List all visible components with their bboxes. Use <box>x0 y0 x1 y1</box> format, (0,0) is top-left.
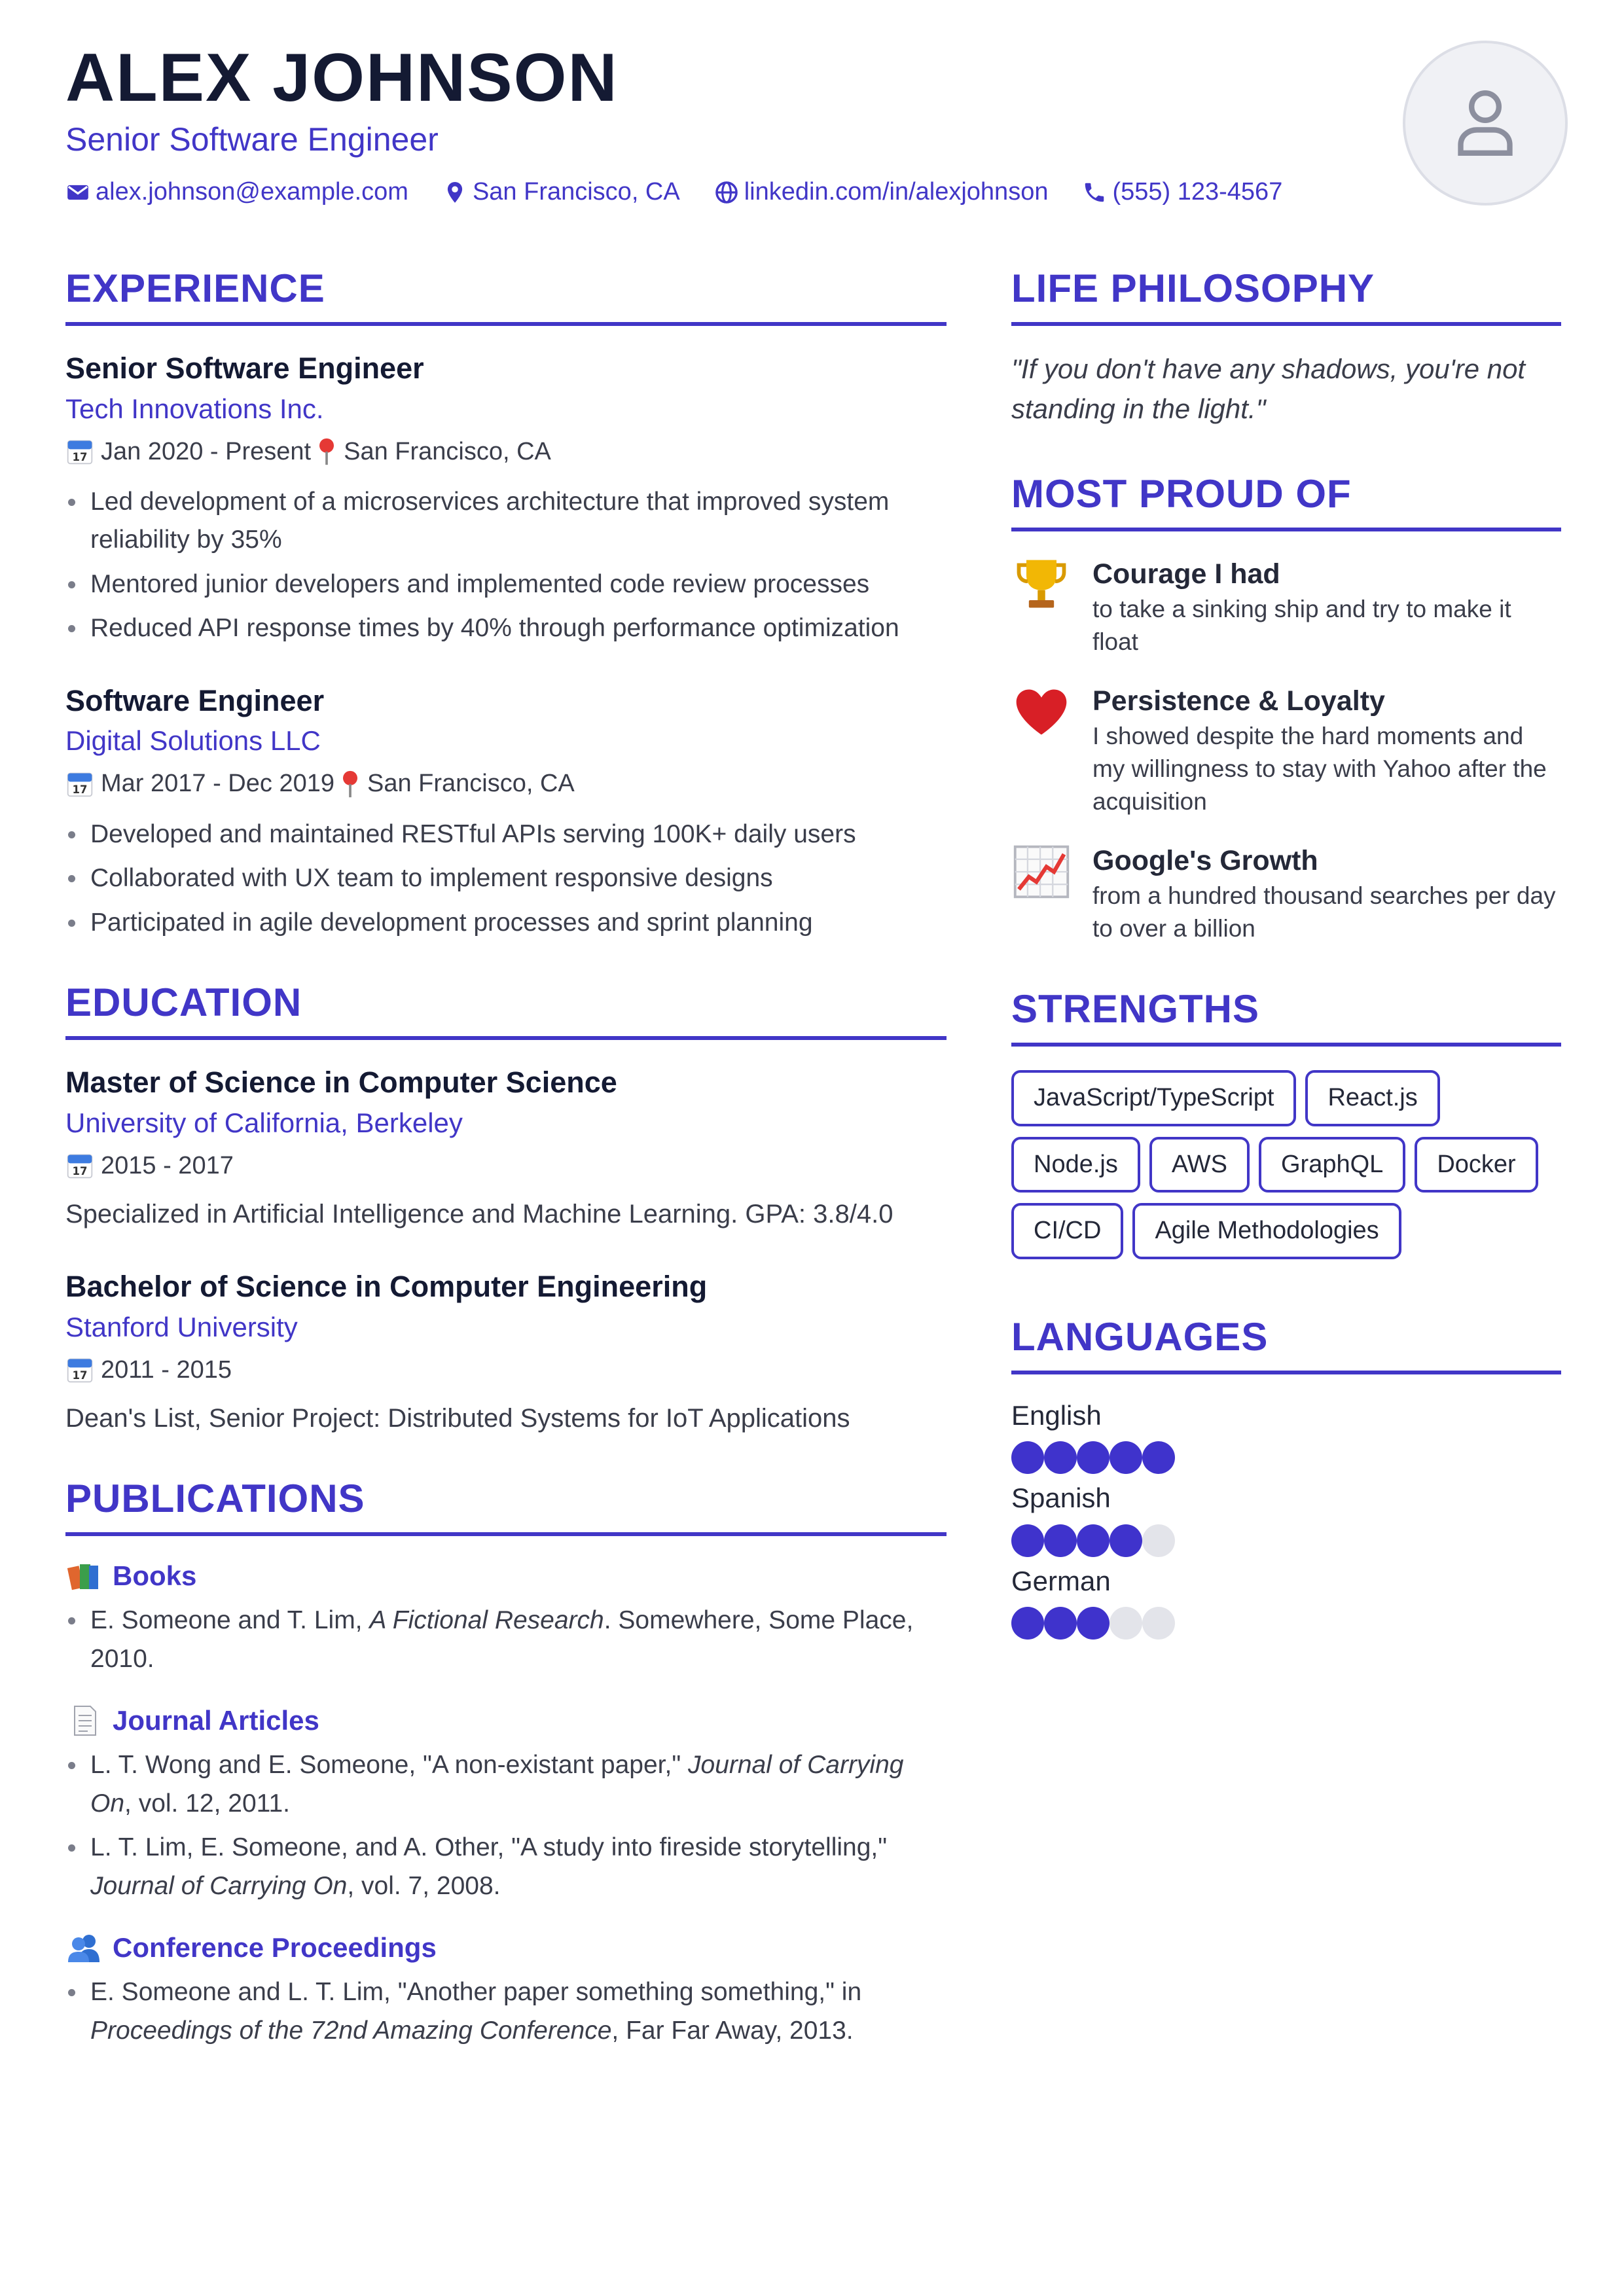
avatar <box>1403 41 1568 206</box>
level-dot-filled <box>1142 1441 1175 1474</box>
languages-list <box>1011 1398 1561 1640</box>
strength-tag: Docker <box>1415 1137 1538 1193</box>
level-dot-filled <box>1077 1524 1110 1557</box>
proud-item <box>1011 555 1561 658</box>
publications-conferences <box>65 1931 947 2050</box>
degree-title: Bachelor of Science in Computer Engineering <box>65 1270 708 1304</box>
contact-email[interactable] <box>65 178 408 206</box>
location-icon <box>442 180 467 205</box>
job-bullets <box>65 483 947 648</box>
languages-heading: LANGUAGES <box>1011 1316 1561 1374</box>
books-icon <box>65 1560 102 1592</box>
phone-icon <box>1082 180 1107 205</box>
publications-heading: PUBLICATIONS <box>65 1477 947 1536</box>
candidate-name: ALEX JOHNSON <box>65 40 619 116</box>
calendar-icon <box>65 1355 94 1384</box>
list-item: L. T. Lim, E. Someone, and A. Other, "A study into fireside storytelling," Journal of Carrying On, vol. 7, 2008. <box>65 1829 947 1905</box>
language-item <box>1011 1480 1561 1557</box>
contact-bar <box>65 178 1316 206</box>
school-name: University of California, Berkeley <box>65 1107 463 1138</box>
language-name: German <box>1011 1565 1111 1596</box>
level-dot-filled <box>1077 1441 1110 1474</box>
strength-tag: Node.js <box>1011 1137 1140 1193</box>
pin-icon <box>314 437 340 466</box>
education-meta <box>65 1143 947 1188</box>
level-dot-filled <box>1110 1441 1142 1474</box>
education-description: Specialized in Artificial Intelligence and Machine Learning. GPA: 3.8/4.0 <box>65 1200 893 1229</box>
trophy-icon <box>1011 555 1072 615</box>
proud-desc: to take a sinking ship and try to make it float <box>1092 595 1511 655</box>
list-item: Participated in agile development processes and sprint planning <box>65 904 947 942</box>
language-name: Spanish <box>1011 1482 1111 1514</box>
proud-list <box>1011 555 1561 945</box>
list-item: Developed and maintained RESTful APIs serving 100K+ daily users <box>65 816 947 854</box>
proud-desc: I showed despite the hard moments and my willingness to stay with Yahoo after the acquisition <box>1092 722 1547 815</box>
proud-heading: MOST PROUD OF <box>1011 473 1561 531</box>
job-meta <box>65 429 947 474</box>
heart-icon <box>1011 682 1072 742</box>
email-icon <box>65 180 90 205</box>
philosophy-quote: "If you don't have any shadows, you're not standing in the light." <box>1011 353 1526 424</box>
education-heading: EDUCATION <box>65 981 947 1040</box>
page-icon <box>65 1704 102 1737</box>
level-dot-empty <box>1110 1607 1142 1640</box>
proud-title: Courage I had <box>1092 558 1280 590</box>
globe-icon <box>714 180 739 205</box>
level-dot-empty <box>1142 1524 1175 1557</box>
books-label: Books <box>113 1560 197 1592</box>
job-dates: Mar 2017 - Dec 2019 <box>101 770 334 798</box>
strength-tag: JavaScript/TypeScript <box>1011 1070 1296 1126</box>
strength-tag: CI/CD <box>1011 1203 1123 1259</box>
strength-tag: React.js <box>1305 1070 1439 1126</box>
calendar-icon <box>65 770 94 798</box>
job-location: San Francisco, CA <box>344 437 551 465</box>
publications-journals <box>65 1704 947 1905</box>
job-bullets <box>65 816 947 942</box>
job-title: Senior Software Engineer <box>65 351 424 385</box>
pin-icon <box>337 770 363 798</box>
company-name: Digital Solutions LLC <box>65 725 321 757</box>
list-item: Reduced API response times by 40% through performance optimization <box>65 609 947 648</box>
strengths-tags <box>1011 1070 1561 1259</box>
level-dot-filled <box>1077 1607 1110 1640</box>
job-meta <box>65 761 947 806</box>
language-level <box>1011 1524 1561 1557</box>
language-item <box>1011 1564 1561 1640</box>
language-name: English <box>1011 1399 1102 1431</box>
language-item <box>1011 1398 1561 1475</box>
list-item: E. Someone and L. T. Lim, "Another paper something something," in Proceedings of the 72nd Amazing Conference, Far Far Away, 2013. <box>65 1973 947 2050</box>
experience-heading: EXPERIENCE <box>65 267 947 326</box>
list-item: L. T. Wong and E. Someone, "A non-existant paper," Journal of Carrying On, vol. 12, 2011. <box>65 1746 947 1823</box>
philosophy-heading: LIFE PHILOSOPHY <box>1011 267 1561 326</box>
language-level <box>1011 1607 1561 1640</box>
list-item: Mentored junior developers and implemented code review processes <box>65 565 947 604</box>
svg-text:17: 17 <box>72 450 88 463</box>
svg-text:17: 17 <box>72 1369 88 1382</box>
svg-text:17: 17 <box>72 783 88 796</box>
education-entry <box>65 1268 947 1438</box>
list-item: Led development of a microservices architecture that improved system reliability by 35% <box>65 483 947 560</box>
strength-tag: Agile Methodologies <box>1132 1203 1401 1259</box>
language-level <box>1011 1441 1561 1474</box>
education-description: Dean's List, Senior Project: Distributed Systems for IoT Applications <box>65 1404 850 1433</box>
education-meta <box>65 1348 947 1392</box>
contact-email-text: alex.johnson@example.com <box>96 178 408 206</box>
level-dot-filled <box>1044 1441 1077 1474</box>
job-location: San Francisco, CA <box>367 770 575 798</box>
svg-text:17: 17 <box>72 1164 88 1177</box>
journals-label: Journal Articles <box>113 1705 319 1736</box>
contact-linkedin[interactable] <box>714 178 1049 206</box>
journals-list <box>65 1746 947 1905</box>
level-dot-filled <box>1044 1607 1077 1640</box>
conferences-label: Conference Proceedings <box>113 1932 437 1964</box>
strength-tag: AWS <box>1149 1137 1250 1193</box>
right-column <box>1011 267 1561 1646</box>
contact-linkedin-text: linkedin.com/in/alexjohnson <box>744 178 1049 206</box>
calendar-icon <box>65 1151 94 1180</box>
strengths-heading: STRENGTHS <box>1011 988 1561 1047</box>
people-icon <box>65 1931 102 1964</box>
list-item: Collaborated with UX team to implement responsive designs <box>65 859 947 898</box>
conferences-heading <box>65 1931 947 1964</box>
list-item: E. Someone and T. Lim, A Fictional Research. Somewhere, Some Place, 2010. <box>65 1602 947 1678</box>
level-dot-filled <box>1044 1524 1077 1557</box>
job-title: Software Engineer <box>65 683 325 717</box>
user-icon <box>1453 87 1518 159</box>
company-name: Tech Innovations Inc. <box>65 393 324 424</box>
proud-item <box>1011 682 1561 818</box>
contact-phone-text: (555) 123-4567 <box>1112 178 1283 206</box>
experience-entry <box>65 350 947 648</box>
level-dot-empty <box>1142 1607 1175 1640</box>
books-heading <box>65 1560 947 1592</box>
chart-increasing-icon <box>1011 842 1072 902</box>
job-dates: Jan 2020 - Present <box>101 437 312 465</box>
level-dot-filled <box>1011 1441 1044 1474</box>
level-dot-filled <box>1011 1524 1044 1557</box>
proud-title: Persistence & Loyalty <box>1092 685 1385 717</box>
strength-tag: GraphQL <box>1259 1137 1405 1193</box>
left-column <box>65 267 947 2076</box>
publications-books <box>65 1560 947 1678</box>
books-list <box>65 1602 947 1678</box>
education-dates: 2015 - 2017 <box>101 1151 234 1179</box>
education-dates: 2011 - 2015 <box>101 1355 232 1384</box>
proud-desc: from a hundred thousand searches per day to over a billion <box>1092 882 1556 942</box>
proud-title: Google's Growth <box>1092 844 1318 876</box>
experience-entry <box>65 682 947 942</box>
degree-title: Master of Science in Computer Science <box>65 1066 617 1100</box>
calendar-icon <box>65 437 94 466</box>
school-name: Stanford University <box>65 1311 298 1342</box>
level-dot-filled <box>1110 1524 1142 1557</box>
candidate-role: Senior Software Engineer <box>65 121 439 158</box>
proud-item <box>1011 842 1561 945</box>
contact-phone[interactable] <box>1082 178 1282 206</box>
contact-location-text: San Francisco, CA <box>472 178 680 206</box>
level-dot-filled <box>1011 1607 1044 1640</box>
conferences-list <box>65 1973 947 2050</box>
education-entry <box>65 1064 947 1234</box>
contact-location[interactable] <box>442 178 680 206</box>
journals-heading <box>65 1704 947 1737</box>
